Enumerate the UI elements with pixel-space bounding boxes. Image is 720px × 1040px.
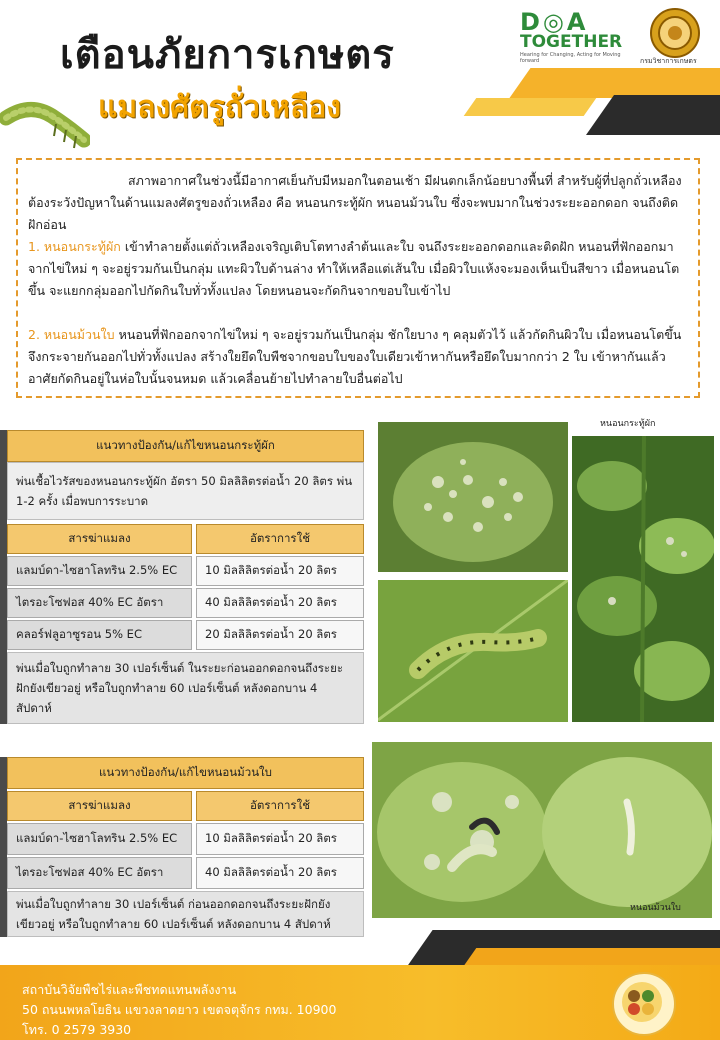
table1-row3-rate: 20 มิลลิลิตรต่อน้ำ 20 ลิตร: [196, 620, 364, 650]
intro-paragraph-3-label: 2. หนอนม้วนใบ: [28, 327, 115, 342]
intro-paragraph-3: [28, 324, 692, 390]
page-subtitle: แมลงศัตรูถั่วเหลือง: [98, 90, 341, 125]
intro-paragraph-1: สภาพอากาศในช่วงนี้มีอากาศเย็นกับมีหมอกในตอนเช้า มีฝนตกเล็กน้อยบางพื้นที่ สำหรับผู้ที่ปลูกถั่วเหลือง ต้องระวังปัญหาในด้านแมลงศัตรูของถั่วเหลือง คือ หนอนกระทู้ผัก หนอนม้วนใบ ซึ่งจะพบมากในช่วงระยะออกดอก จนถึงติดฝักอ่อน: [28, 173, 682, 232]
table1-shadow: [0, 430, 7, 724]
intro-box: [16, 158, 700, 398]
footer-institute: สถาบันวิจัยพืชไร่และพืชทดแทนพลังงาน: [22, 982, 237, 997]
intro-paragraph-2-text: เข้าทำลายตั้งแต่ถั่วเหลืองเจริญเติบโตทางลำต้นและใบ จนถึงระยะออกดอกและติดฝัก หนอนที่ฟักออกมาจากไข่ใหม่ ๆ จะอยู่รวมกันเป็นกลุ่ม แทะผิวใบด้านล่าง ทำให้เหลือแต่เส้นใบ เมื่อผิวใบแห้งจะมองเห็นเป็นสีขาว เมื่อหนอนโตขึ้น จะแยกกลุ่มออกไปกัดกินใบทั่วทั้งแปลง โดยหนอนจะกัดกินจากขอบใบเข้าไป: [28, 239, 680, 298]
page-title: เตือนภัยการเกษตร: [60, 32, 395, 78]
table1-row1-rate: 10 มิลลิลิตรต่อน้ำ 20 ลิตร: [196, 556, 364, 586]
footer-address: 50 ถนนพหลโยธิน แขวงลาดยาว เขตจตุจักร กทม. 10900: [22, 1002, 337, 1017]
photo-armyworm-larva: [378, 580, 568, 722]
table2-row2-rate: 40 มิลลิลิตรต่อน้ำ 20 ลิตร: [196, 857, 364, 889]
footer-stripe-gold: [464, 948, 720, 966]
doa-logo-line1: D◎A: [520, 8, 589, 36]
table2-row2-chemical: ไตรอะโซฟอส 40% EC อัตรา: [7, 857, 192, 889]
table2-col-rate: อัตราการใช้: [196, 791, 364, 821]
footer-phone: โทร. 0 2579 3930: [22, 1022, 132, 1037]
header-stripe-orange: [509, 68, 720, 98]
intro-paragraph-2: [28, 236, 692, 302]
table1-row2-chemical: ไตรอะโซฟอส 40% EC อัตรา: [7, 588, 192, 618]
doa-logo-line2: TOGETHER: [520, 32, 623, 52]
doa-together-logo: [520, 8, 638, 64]
doa-logo-tagline: Hearing for Changing, Acting for Moving forward: [520, 52, 621, 64]
table1-row2-rate: 40 มิลลิลิตรต่อน้ำ 20 ลิตร: [196, 588, 364, 618]
photo-leafroller-larva: [372, 742, 712, 918]
table1-row3-chemical: คลอร์ฟลูอาซูรอน 5% EC: [7, 620, 192, 650]
photo-caption-leafroller: หนอนม้วนใบ: [630, 903, 681, 913]
header-stripe-yellow: [464, 98, 597, 116]
table2-col-chemical: สารฆ่าแมลง: [7, 791, 192, 821]
table1-row1-chemical: แลมบ์ดา-ไซฮาโลทริน 2.5% EC: [7, 556, 192, 586]
table2-row1-chemical: แลมบ์ดา-ไซฮาโลทริน 2.5% EC: [7, 823, 192, 855]
header-stripe-dark: [586, 95, 720, 135]
table2-note: พ่นเมื่อใบถูกทำลาย 30 เปอร์เซ็นต์ ก่อนออกดอกจนถึงระยะฝักยังเขียวอยู่ หรือใบถูกทำลาย 60 เปอร์เซ็นต์ หลังดอกบาน 4 สัปดาห์: [7, 891, 364, 937]
table1-col-rate: อัตราการใช้: [196, 524, 364, 554]
caterpillar-icon: [0, 96, 90, 166]
photo-caption-armyworm: หนอนกระทู้ผัก: [600, 419, 656, 429]
table1-description: พ่นเชื้อไวรัสของหนอนกระทู้ผัก อัตรา 50 มิลลิลิตรต่อน้ำ 20 ลิตร พ่น 1-2 ครั้ง เมื่อพบการระบาด: [7, 462, 364, 520]
photo-soybean-plant: [572, 436, 714, 722]
table2-row1-rate: 10 มิลลิลิตรต่อน้ำ 20 ลิตร: [196, 823, 364, 855]
table1-note: พ่นเมื่อใบถูกทำลาย 30 เปอร์เซ็นต์ ในระยะก่อนออกดอกจนถึงระยะฝักยังเขียวอยู่ หรือใบถูกทำลาย 60 เปอร์เซ็นต์ หลังดอกบาน 4 สัปดาห์: [7, 652, 364, 724]
table1-col-chemical: สารฆ่าแมลง: [7, 524, 192, 554]
intro-paragraph-2-label: 1. หนอนกระทู้ผัก: [28, 239, 121, 254]
table2-header: แนวทางป้องกัน/แก้ไขหนอนม้วนใบ: [7, 757, 364, 789]
department-seal-icon: [650, 8, 700, 58]
photo-damaged-leaves: [378, 422, 568, 572]
table1-header: แนวทางป้องกัน/แก้ไขหนอนกระทู้ผัก: [7, 430, 364, 462]
intro-paragraph-3-text: หนอนที่ฟักออกจากไข่ใหม่ ๆ จะอยู่รวมกันเป็นกลุ่ม ชักใยบาง ๆ คลุมตัวไว้ แล้วกัดกินผิวใบ เมื่อหนอนโตขึ้นจึงกระจายกันออกไปทั่วทั้งแปลง สร้างใยยึดใบพืชจากขอบใบของใบเดียวเข้าหากันหรือยึดใบมากกว่า 2 ใบ เข้าหากันแล้วอาศัยกัดกินอยู่ในห่อใบนั้นจนหมด แล้วเคลื่อนย้ายไปทำลายใบอื่นต่อไป: [28, 327, 682, 386]
control-table-leafroller: [7, 757, 364, 937]
table2-shadow: [0, 757, 7, 937]
institute-logo-icon: [612, 972, 676, 1036]
control-table-armyworm: [7, 430, 364, 724]
department-name: กรมวิชาการเกษตร: [640, 57, 697, 65]
